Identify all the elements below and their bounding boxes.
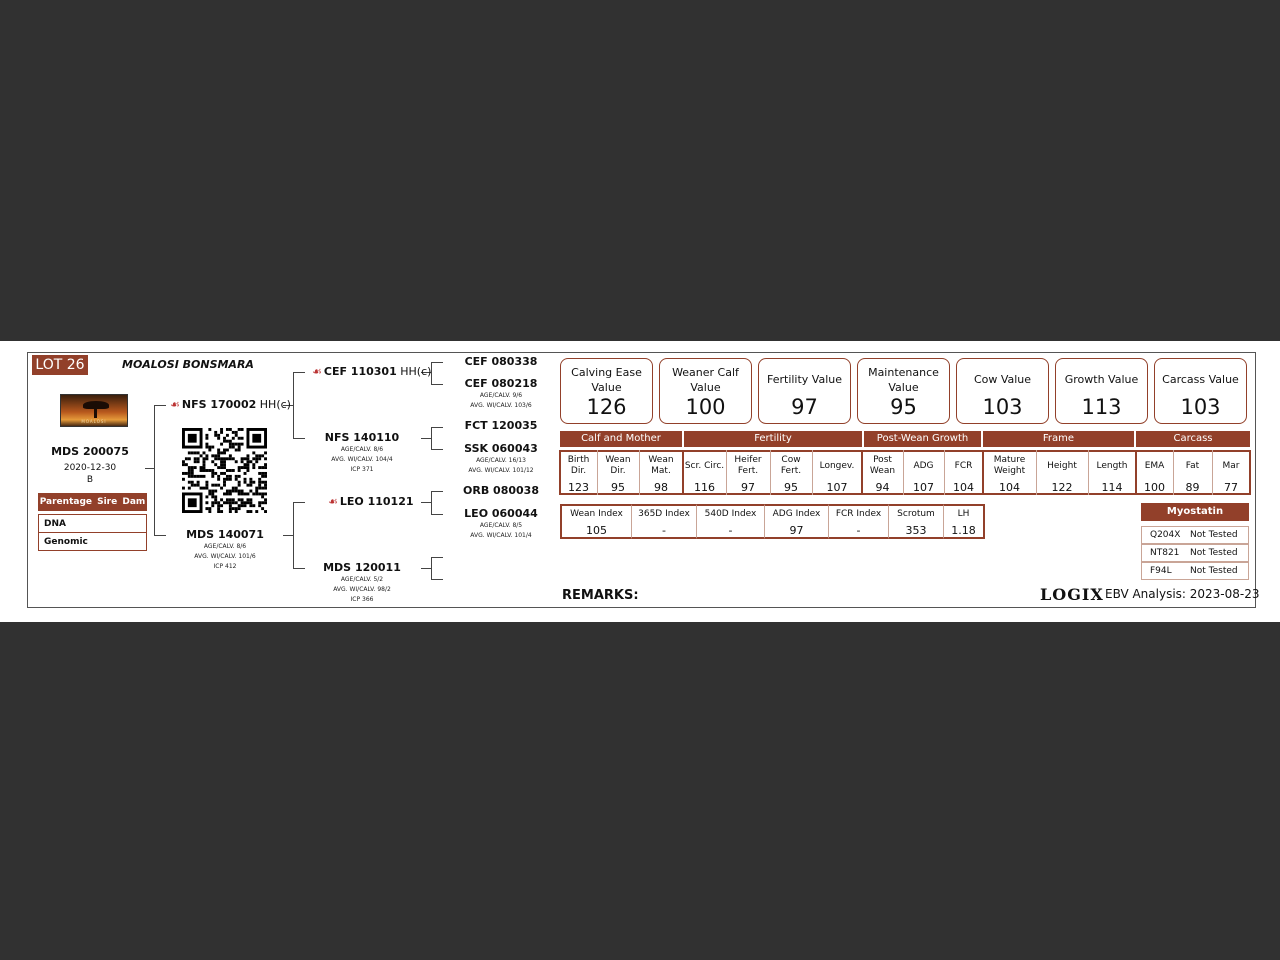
remarks-label: REMARKS: xyxy=(562,588,639,603)
ebv-cell: Heifer Fert. 97 xyxy=(726,450,770,495)
group-frame: Frame xyxy=(983,431,1134,447)
g3-5: ORB 080038 xyxy=(463,484,539,497)
g3-1: CEF 080338 xyxy=(464,355,538,368)
index-cell: FCR Index - xyxy=(828,504,888,539)
dam-sire: ☙ LEO 110121 xyxy=(328,495,414,508)
g3-3: FCT 120035 xyxy=(464,419,538,432)
value-card-cow: Cow Value 103 xyxy=(956,358,1049,424)
sire-marker-icon: ☙ xyxy=(170,398,180,411)
index-cell: 540D Index - xyxy=(696,504,764,539)
value-card-maintenance: Maintenance Value 95 xyxy=(857,358,950,424)
index-cell: 365D Index - xyxy=(631,504,696,539)
ebv-cell: ADG 107 xyxy=(903,450,944,495)
farm-name: MOALOSI BONSMARA xyxy=(122,358,254,371)
index-cell: ADG Index 97 xyxy=(764,504,828,539)
farm-logo xyxy=(60,394,128,427)
ebv-cell: Scr. Circ. 116 xyxy=(683,450,726,495)
animal-id: MDS 200075 xyxy=(51,445,129,458)
ebv-cell: EMA 100 xyxy=(1136,450,1173,495)
logo-text: MOALOSI xyxy=(81,419,107,424)
myostatin-row: Q204X Not Tested xyxy=(1141,526,1249,544)
ebv-cell: Wean Dir. 95 xyxy=(597,450,639,495)
g3-2: CEF 080218 AGE/CALV. 9/6 AVG. WI/CALV. 103/6 xyxy=(464,377,538,409)
ebv-cell: Mar 77 xyxy=(1212,450,1250,495)
value-card-carcass: Carcass Value 103 xyxy=(1154,358,1247,424)
dam-id: MDS 140071 xyxy=(186,528,264,541)
dam: MDS 140071 AGE/CALV. 8/6 AVG. WI/CALV. 101/6 ICP 412 xyxy=(175,528,275,572)
index-cell: LH 1.18 xyxy=(943,504,985,539)
value-card-fertility: Fertility Value 97 xyxy=(758,358,851,424)
value-card-growth: Growth Value 113 xyxy=(1055,358,1148,424)
animal-info xyxy=(40,444,140,486)
sire-id: NFS 170002 xyxy=(181,398,257,411)
index-cell: Wean Index 105 xyxy=(560,504,631,539)
parentage-dna: DNA xyxy=(39,515,146,533)
ebv-cell: Birth Dir. 123 xyxy=(560,450,597,495)
sire-sire: ☙ CEF 110301 HH(c) xyxy=(312,365,432,378)
marker-icon: ☙ xyxy=(328,495,338,508)
ebv-cell: FCR 104 xyxy=(944,450,983,495)
ebv-cell: Post Wean 94 xyxy=(862,450,903,495)
ebv-cell: Cow Fert. 95 xyxy=(770,450,812,495)
sire xyxy=(170,398,291,412)
ebv-cell: Wean Mat. 98 xyxy=(639,450,683,495)
ebv-cell: Length 114 xyxy=(1088,450,1136,495)
group-post-wean: Post-Wean Growth xyxy=(864,431,981,447)
group-calf-mother: Calf and Mother xyxy=(560,431,682,447)
ebv-cell: Mature Weight 104 xyxy=(983,450,1036,495)
parentage-genomic: Genomic xyxy=(44,537,88,547)
value-card-calving-ease: Calving Ease Value 126 xyxy=(560,358,653,424)
myostatin-row: F94L Not Tested xyxy=(1141,562,1249,580)
myostatin-row: NT821 Not Tested xyxy=(1141,544,1249,562)
parentage-box xyxy=(38,514,147,551)
g3-6: LEO 060044 AGE/CALV. 8/5 AVG. WI/CALV. 101/4 xyxy=(464,507,538,539)
value-card-weaner-calf: Weaner Calf Value 100 xyxy=(659,358,752,424)
ebv-cell: Longev. 107 xyxy=(812,450,862,495)
dam-dam: MDS 120011 AGE/CALV. 5/2 AVG. WI/CALV. 98/2 ICP 366 xyxy=(323,561,401,603)
g3-4: SSK 060043 AGE/CALV. 16/13 AVG. WI/CALV. 101/12 xyxy=(464,442,538,474)
sire-dam: NFS 140110 AGE/CALV. 8/6 AVG. WI/CALV. 104/4 ICP 371 xyxy=(324,431,400,473)
animal-dob: 2020-12-30 xyxy=(63,463,117,473)
ebv-analysis-date: EBV Analysis: 2023-08-23 xyxy=(1105,587,1260,601)
sire-tag: HH(c) xyxy=(259,398,291,411)
logix-logo: LOGIX xyxy=(1040,585,1104,604)
group-carcass: Carcass xyxy=(1136,431,1250,447)
myostatin-header: Myostatin xyxy=(1141,503,1249,521)
index-cell: Scrotum 353 xyxy=(888,504,943,539)
parentage-header: Parentage Sire Dam xyxy=(38,493,147,511)
qr-code xyxy=(182,428,267,513)
ebv-cell: Height 122 xyxy=(1036,450,1088,495)
marker-icon: ☙ xyxy=(312,365,322,378)
ebv-cell: Fat 89 xyxy=(1173,450,1212,495)
group-fertility: Fertility xyxy=(684,431,862,447)
lot-badge: LOT 26 xyxy=(32,355,88,375)
animal-grade: B xyxy=(86,475,94,485)
